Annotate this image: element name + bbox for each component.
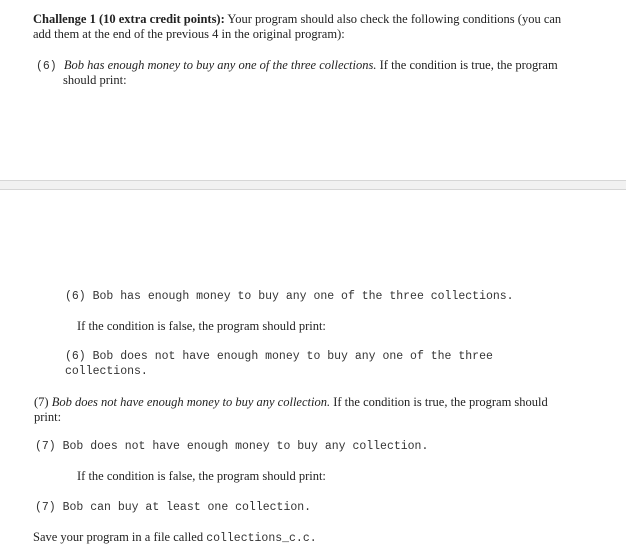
challenge-intro-text: Your program should also check the following conditions (you can — [224, 12, 562, 26]
output-6-false-line1: (6) Bob does not have enough money to buy any one of the three — [65, 350, 493, 363]
challenge-heading: Challenge 1 (10 extra credit points): — [33, 12, 225, 26]
page-break — [0, 180, 626, 190]
condition-6-line2: should print: — [63, 73, 127, 87]
save-filename: collections_c.c. — [206, 532, 317, 545]
condition-6-number: (6) — [36, 60, 57, 73]
condition-7-line2: print: — [34, 410, 62, 424]
condition-6-rest: If the condition is true, the program — [376, 58, 558, 72]
save-prefix: Save your program in a file called — [33, 530, 207, 544]
output-7-true: (7) Bob does not have enough money to buy any collection. — [35, 440, 429, 453]
challenge-intro-line2: add them at the end of the previous 4 in the original program): — [33, 27, 345, 41]
challenge-intro-line1 — [33, 12, 561, 27]
condition-6-description: Bob has enough money to buy any one of the three collections. — [63, 58, 377, 72]
false-label-7: If the condition is false, the program should print: — [77, 469, 326, 483]
condition-6-line1 — [36, 58, 558, 74]
condition-7-number: (7) — [34, 395, 49, 409]
output-7-false: (7) Bob can buy at least one collection. — [35, 501, 312, 514]
output-6-true: (6) Bob has enough money to buy any one of the three collections. — [65, 290, 514, 303]
condition-7-rest: If the condition is true, the program should — [330, 395, 548, 409]
output-6-false-line2: collections. — [65, 365, 148, 378]
condition-7-line1 — [34, 395, 548, 410]
condition-7-description: Bob does not have enough money to buy any collection. — [51, 395, 331, 409]
save-instruction — [33, 530, 317, 546]
false-label-6: If the condition is false, the program should print: — [77, 319, 326, 333]
